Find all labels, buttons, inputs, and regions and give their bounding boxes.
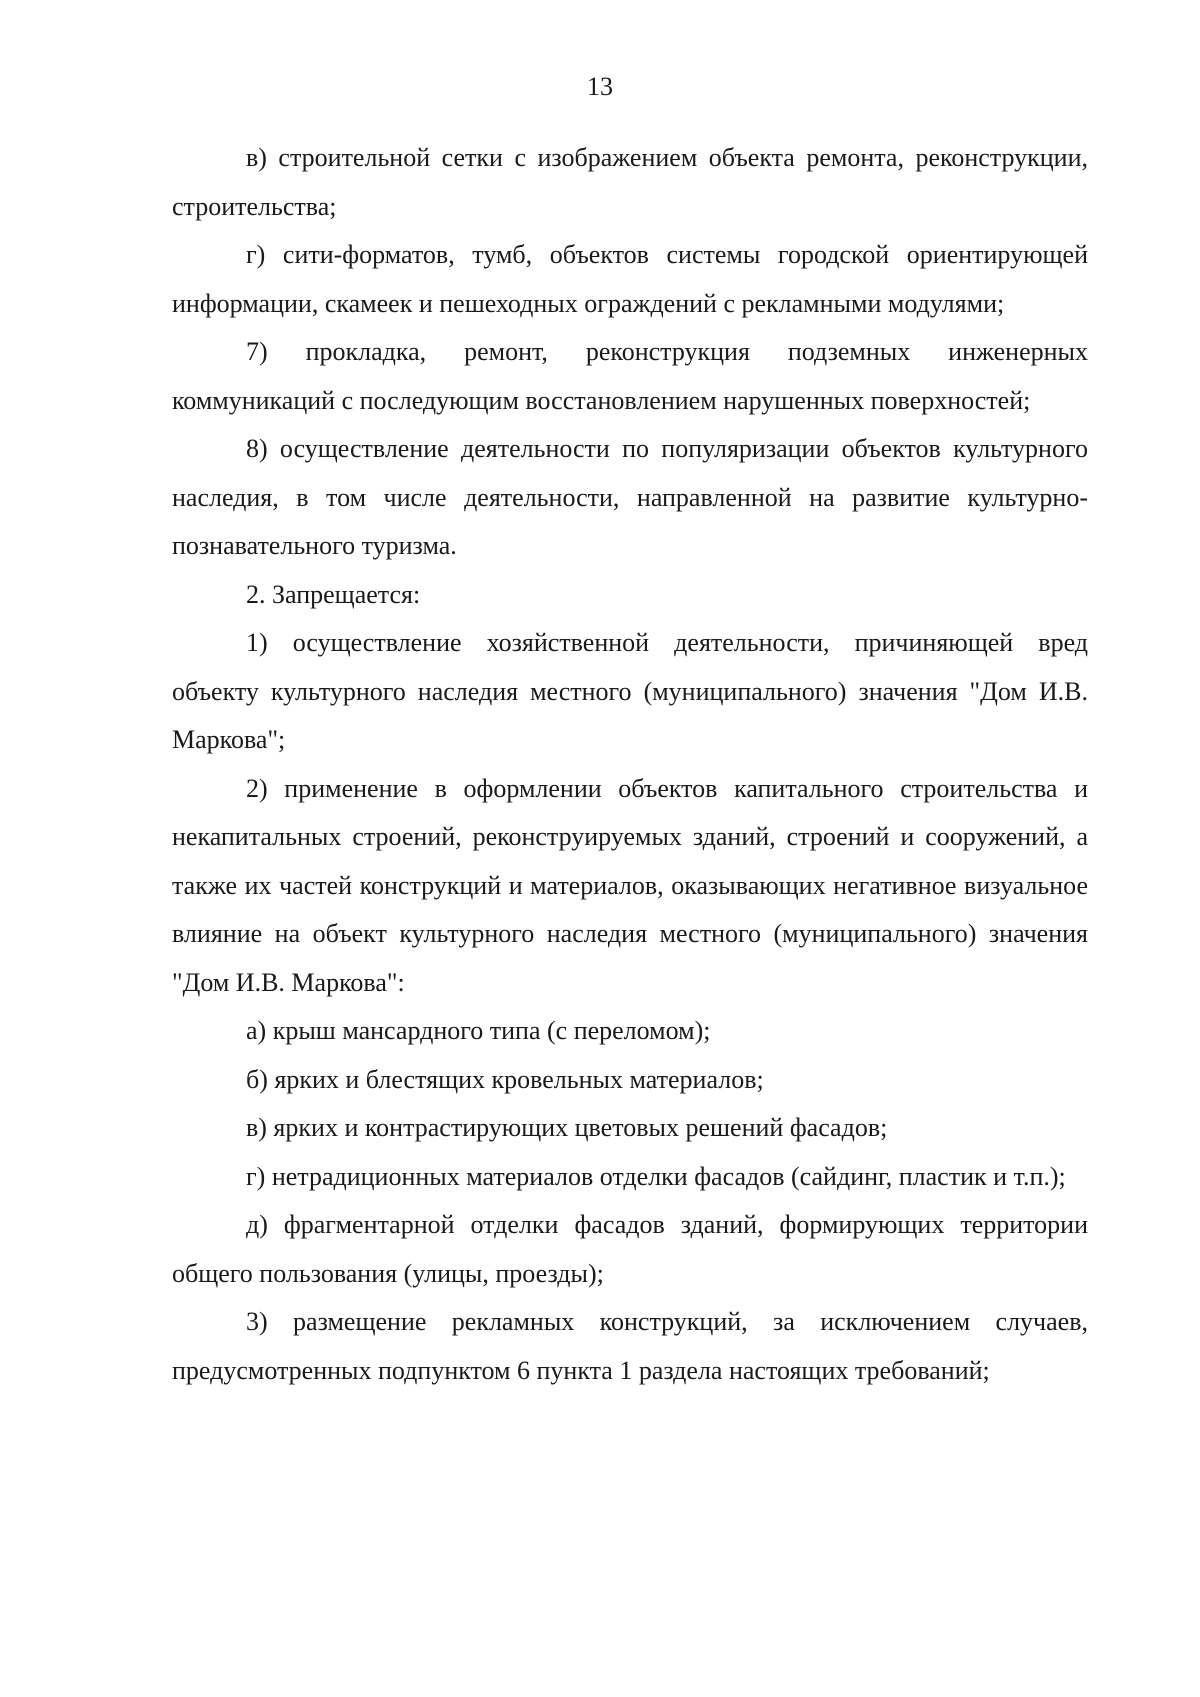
paragraph-3-advertising: 3) размещение рекламных конструкций, за исключением случаев, предусмотренных подпунктом 6 пункта 1 раздела настоящих требований;	[172, 1307, 1088, 1385]
page-number: 13	[587, 72, 613, 101]
paragraph-2-design-materials: 2) применение в оформлении объектов капитального строительства и некапитальных строений, реконструируемых зданий, строений и сооружений, а также их частей конструкций и материалов, оказывающих негативное визуальное влияние на объект культурного наследия местного (муниципального) значения "Дом И.В. Маркова":	[172, 773, 1088, 997]
paragraph-b-bright-roofing: б) ярких и блестящих кровельных материалов;	[246, 1064, 764, 1094]
paragraph-d-fragmentary-finish: д) фрагментарной отделки фасадов зданий, формирующих территории общего пользования (улицы, проезды);	[172, 1210, 1088, 1288]
paragraph-g-city-formats: г) сити-форматов, тумб, объектов системы городской ориентирующей информации, скамеек и пешеходных ограждений с рекламными модулями;	[172, 240, 1088, 318]
paragraph-1-economic-activity: 1) осуществление хозяйственной деятельности, причиняющей вред объекту культурного наследия местного (муниципального) значения "Дом И.В. Маркова";	[172, 628, 1088, 754]
paragraph-g-nontraditional-materials: г) нетрадиционных материалов отделки фасадов (сайдинг, пластик и т.п.);	[246, 1161, 1066, 1191]
document-body	[172, 134, 1088, 1395]
paragraph-7-utilities: 7) прокладка, ремонт, реконструкция подземных инженерных коммуникаций с последующим восстановлением нарушенных поверхностей;	[172, 337, 1088, 415]
paragraph-a-mansard-roofs: а) крыш мансардного типа (с переломом);	[246, 1016, 711, 1045]
paragraph-v-construction-mesh: в) строительной сетки с изображением объекта ремонта, реконструкции, строительства;	[172, 143, 1088, 221]
paragraph-8-heritage-promotion: 8) осуществление деятельности по популяризации объектов культурного наследия, в том числе деятельности, направленной на развитие культурно-познавательного туризма.	[172, 434, 1088, 560]
paragraph-v-contrasting-colors: в) ярких и контрастирующих цветовых решений фасадов;	[246, 1113, 888, 1142]
paragraph-2-prohibited-heading: 2. Запрещается:	[246, 579, 421, 609]
